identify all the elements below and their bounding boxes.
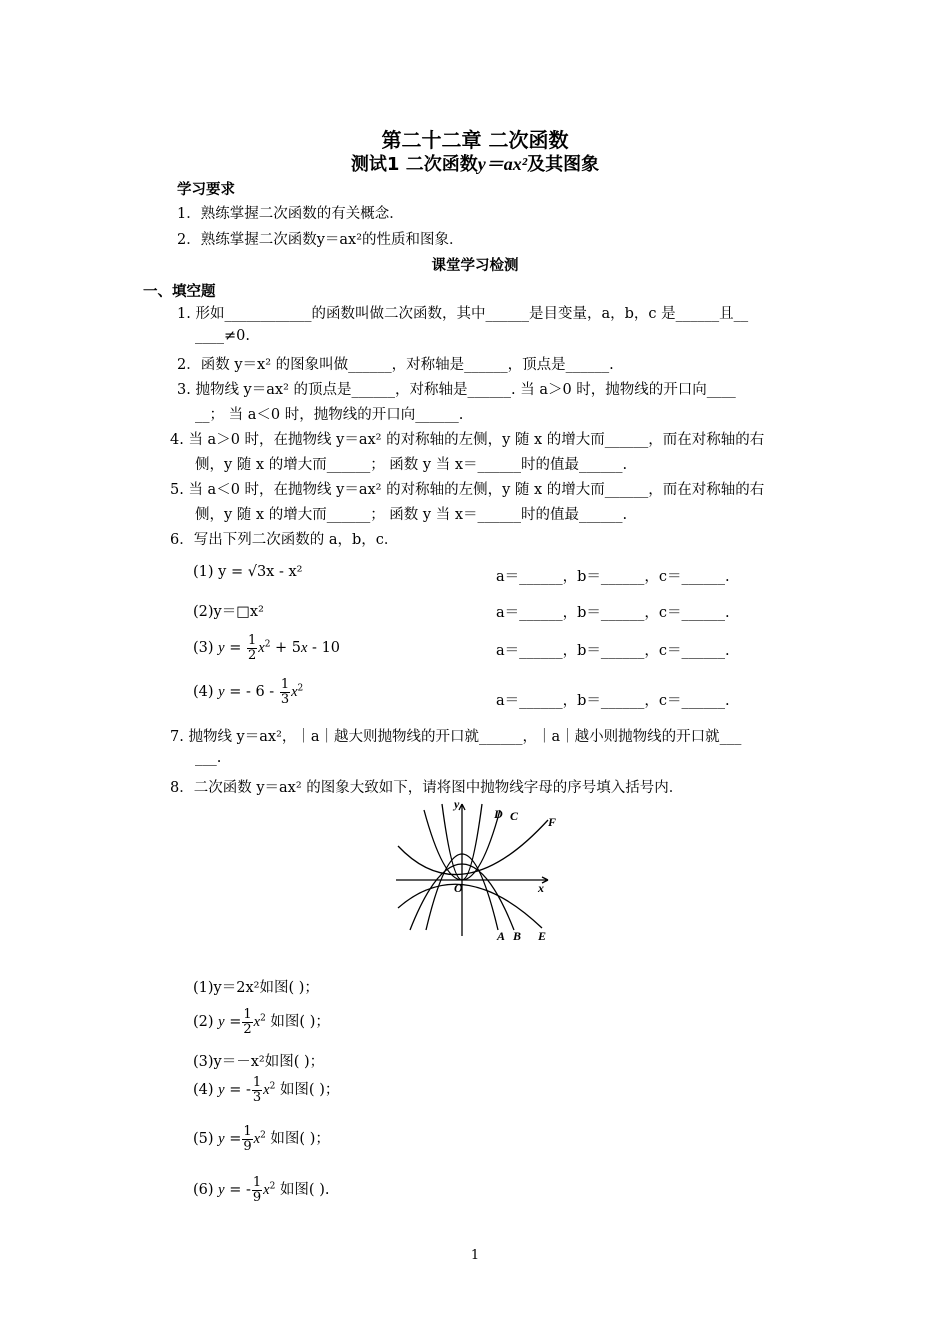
curve-label-F: F [548, 815, 557, 829]
curve-label-C: C [510, 809, 519, 823]
axis-label-y: y [454, 797, 460, 811]
q8-item-5: (5) y = $\frac{1}{9}$ $x^2$ 如图( )； [193, 1124, 330, 1154]
q6-abc-4: a＝______，b＝______，c＝______. [496, 693, 730, 709]
curve-label-A: A [497, 929, 506, 943]
axis-label-x: x [538, 881, 544, 895]
origin-label: O [454, 881, 463, 895]
q8-item-4: (4) y = - $\frac{1}{3}$ $x^2$ 如图( )； [193, 1075, 340, 1105]
q4-line1: 4. 当 a＞0 时，在抛物线 y＝ax² 的对称轴的左侧，y 随 x 的增大而______，而在对称轴的右 [170, 432, 765, 448]
q6: 6．写出下列二次函数的 a，b，c． [170, 532, 399, 548]
section-title: 课堂学习检测 [431, 258, 519, 274]
q6-abc-2: a＝______，b＝______，c＝______. [496, 605, 730, 621]
q6-abc-1: a＝______，b＝______，c＝______. [496, 569, 730, 585]
q6-item-4: (4) y = - 6 - $\frac{1}{3}$ $x^2$ [193, 677, 304, 707]
q8-item-6: (6) y = - $\frac{1}{9}$ $x^2$ 如图( ). [193, 1175, 330, 1205]
requirement-2: 2．熟练掌握二次函数y＝ax²的性质和图象． [177, 232, 464, 248]
test-title-formula: y＝ax² [477, 154, 528, 174]
q6-item-2: (2)y＝□x² [193, 604, 264, 620]
fraction-one-half: $\frac{1}{2}$ [247, 633, 257, 663]
q6-abc-3: a＝______，b＝______，c＝______. [496, 643, 730, 659]
fraction-one-third: $\frac{1}{3}$ [280, 677, 290, 707]
q8-item-1: (1)y＝2x²如图( )； [193, 980, 319, 996]
q4-line2: 侧，y 随 x 的增大而______； 函数 y 当 x＝______时的值最______. [195, 457, 628, 473]
q6-item-1: (1) y = √3x - x² [193, 564, 303, 580]
q1-line2: ____≠0. [195, 328, 250, 344]
q1-line1: 1. 形如____________的函数叫做二次函数，其中______是目变量，a，b，c 是______且__ [177, 306, 749, 322]
q3-line1: 3. 抛物线 y＝ax² 的顶点是______，对称轴是______. 当 a＞0 时，抛物线的开口向____ [177, 382, 736, 398]
q8-item-3: (3)y＝－x²如图( )； [193, 1054, 325, 1070]
q2: 2．函数 y＝x² 的图象叫做______，对称轴是______，顶点是______. [177, 357, 614, 373]
requirements-heading: 学习要求 [177, 182, 235, 198]
q6-item-3: (3) y = $\frac{1}{2}$ $x^2 + 5x - 10$ [193, 633, 341, 663]
curve-E [398, 884, 542, 928]
q5-line1: 5. 当 a＜0 时，在抛物线 y＝ax² 的对称轴的左侧，y 随 x 的增大而______，而在对称轴的右 [170, 482, 765, 498]
curve-label-B: B [513, 929, 522, 943]
parabola-figure [390, 796, 560, 946]
q8: 8．二次函数 y＝ax² 的图象大致如下，请将图中抛物线字母的序号填入括号内． [170, 780, 684, 796]
page-number: 1 [470, 1248, 480, 1263]
part1-heading: 一、填空题 [143, 284, 216, 300]
q8-item-2: (2) y = $\frac{1}{2}$ $x^2$ 如图( )； [193, 1007, 330, 1037]
q3-line2: __； 当 a＜0 时，抛物线的开口向______. [195, 407, 464, 423]
q5-line2: 侧，y 随 x 的增大而______； 函数 y 当 x＝______时的值最______. [195, 507, 628, 523]
curve-label-E: E [538, 929, 547, 943]
requirement-1: 1．熟练掌握二次函数的有关概念． [177, 206, 404, 222]
q7-line1: 7. 抛物线 y＝ax²，｜a｜越大则抛物线的开口就______，｜a｜越小则抛物线的开口就___ [170, 729, 742, 745]
test-title: 测试1 二次函数y＝ax²及其图象 [350, 154, 600, 175]
chapter-title: 第二十二章 二次函数 [381, 128, 569, 152]
curve-label-D: D [494, 807, 503, 821]
q7-line2: ___. [195, 750, 222, 766]
